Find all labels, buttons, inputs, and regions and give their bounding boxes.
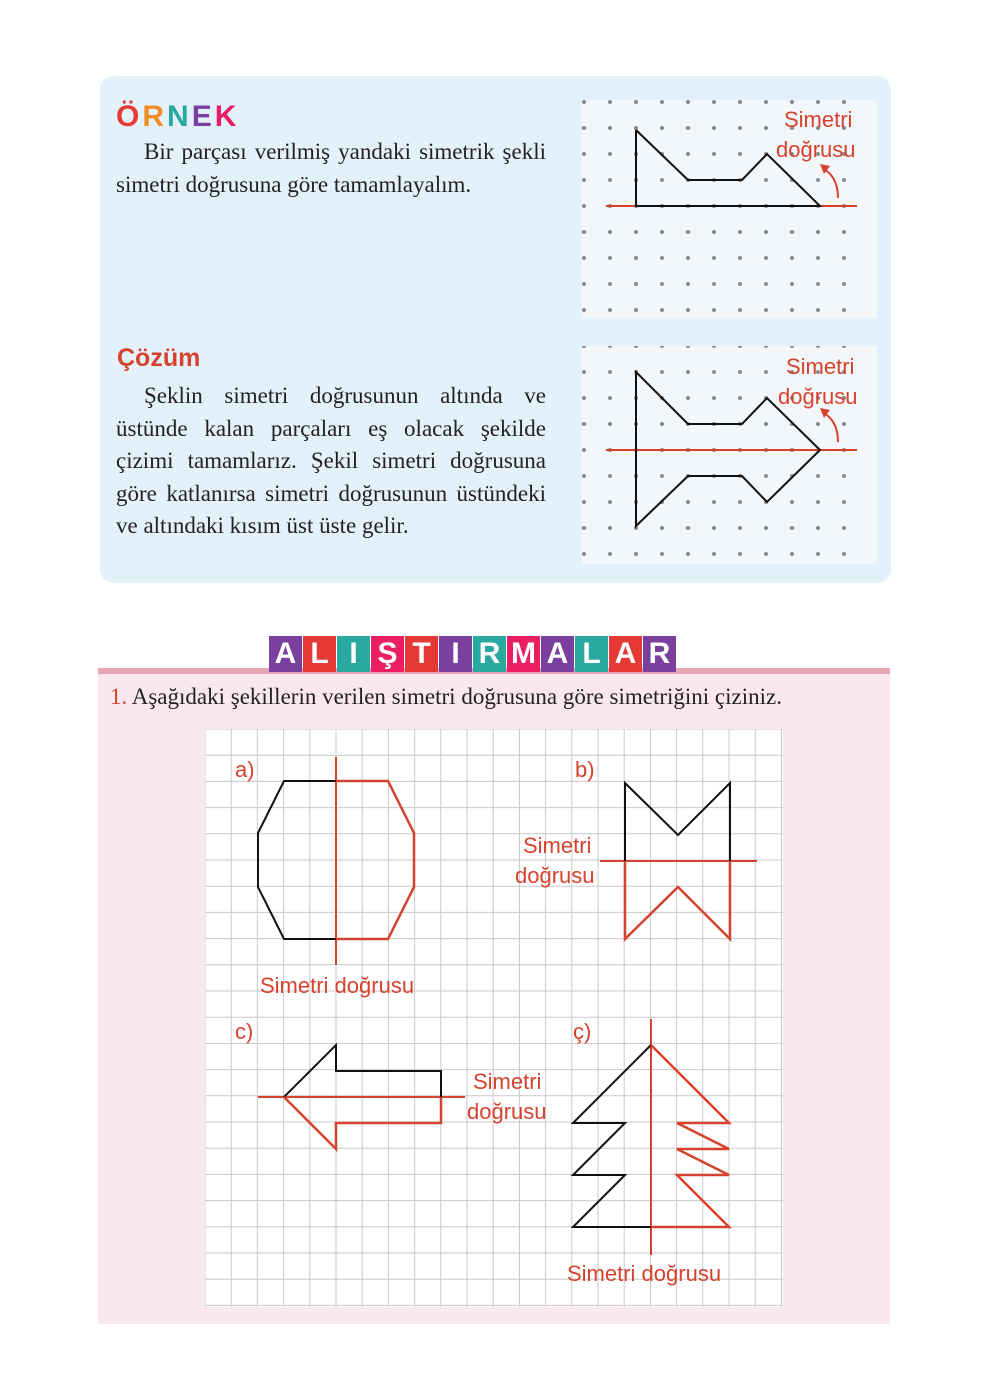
grid-dot	[738, 500, 742, 504]
part-label: a)	[235, 757, 255, 782]
grid-dot	[712, 396, 716, 400]
exercises-title	[269, 636, 676, 674]
grid-dot	[712, 526, 716, 530]
grid-dot	[842, 178, 846, 182]
grid-dot	[660, 474, 664, 478]
grid-dot	[608, 422, 612, 426]
title-letter: I	[337, 636, 370, 672]
grid-dot	[686, 126, 690, 130]
grid-dot	[764, 474, 768, 478]
part-label: b)	[575, 757, 595, 782]
grid-dot	[790, 256, 794, 260]
part-label: ç)	[573, 1019, 592, 1044]
question-number: 1.	[110, 684, 128, 709]
solution-text: Şeklin simetri doğrusunun altında ve üstünde kalan parçaları eş olacak şekilde çizimi tamamlarız. Şekil simetri doğrusuna göre katlanırsa simetri doğrusunun üstündeki ve altındaki kısım üst üste gelir.	[116, 383, 546, 538]
grid-dot	[608, 282, 612, 286]
grid-dot	[660, 282, 664, 286]
grid-dot	[816, 178, 820, 182]
grid-dot	[764, 422, 768, 426]
grid-dot	[712, 552, 716, 556]
grid-dot	[712, 308, 716, 312]
grid-dot	[686, 100, 690, 104]
question-1	[110, 684, 782, 710]
grid-dot	[842, 526, 846, 530]
grid-dot	[634, 282, 638, 286]
grid-dot	[816, 346, 820, 348]
grid-dot	[582, 346, 586, 348]
grid-dot	[660, 178, 664, 182]
grid-dot	[686, 370, 690, 374]
line-label: doğrusu	[778, 384, 858, 409]
grid-dot	[686, 152, 690, 156]
grid-dot	[816, 526, 820, 530]
grid-dot	[660, 370, 664, 374]
grid-dot	[764, 100, 768, 104]
grid-dot	[608, 126, 612, 130]
grid-dot	[712, 370, 716, 374]
grid-dot	[712, 152, 716, 156]
grid-dot	[608, 308, 612, 312]
grid-dot	[764, 526, 768, 530]
grid-dot	[816, 500, 820, 504]
grid-dot	[582, 204, 586, 208]
grid-dot	[608, 552, 612, 556]
grid-dot	[790, 346, 794, 348]
grid-dot	[582, 474, 586, 478]
grid-dot	[608, 526, 612, 530]
grid-dot	[738, 100, 742, 104]
grid-dot	[738, 396, 742, 400]
grid-dot	[842, 282, 846, 286]
grid-dot	[660, 346, 664, 348]
grid-dot	[634, 552, 638, 556]
grid-dot	[608, 474, 612, 478]
grid-dot	[790, 526, 794, 530]
line-label: Simetri	[473, 1069, 542, 1094]
grid-dot	[842, 308, 846, 312]
grid-dot	[842, 500, 846, 504]
grid-dot	[764, 126, 768, 130]
grid-dot	[582, 282, 586, 286]
grid-dot	[842, 474, 846, 478]
question-text: Aşağıdaki şekillerin verilen simetri doğrusuna göre simetriğini çiziniz.	[131, 684, 782, 709]
grid-dot	[738, 282, 742, 286]
grid-dot	[816, 100, 820, 104]
grid-dot	[582, 126, 586, 130]
grid-dot	[660, 422, 664, 426]
line-label: Simetri doğrusu	[567, 1261, 722, 1286]
heading-letter: R	[142, 100, 168, 133]
grid-dot	[738, 256, 742, 260]
grid-dot	[660, 552, 664, 556]
grid-dot	[582, 178, 586, 182]
solution-figure	[582, 346, 877, 564]
grid-dot	[634, 126, 638, 130]
title-letter: I	[439, 636, 472, 672]
grid-dot	[816, 474, 820, 478]
grid-dot	[816, 308, 820, 312]
grid-dot	[608, 230, 612, 234]
grid-dot	[582, 100, 586, 104]
grid-dot	[738, 370, 742, 374]
grid-dot	[582, 396, 586, 400]
heading-letter: K	[214, 100, 240, 133]
grid-dot	[686, 230, 690, 234]
grid-dot	[686, 282, 690, 286]
grid-dot	[738, 552, 742, 556]
grid-dot	[608, 256, 612, 260]
grid-dot	[660, 256, 664, 260]
exercise-grid	[205, 729, 783, 1307]
grid-dot	[816, 282, 820, 286]
grid-dot	[608, 152, 612, 156]
grid-dot	[686, 396, 690, 400]
example-figure	[582, 100, 877, 318]
grid-dot	[790, 500, 794, 504]
grid-dot	[712, 126, 716, 130]
grid-dot	[608, 100, 612, 104]
grid-dot	[582, 422, 586, 426]
line-label: Simetri	[523, 833, 592, 858]
grid-dot	[582, 230, 586, 234]
grid-dot	[660, 526, 664, 530]
grid-dot	[582, 500, 586, 504]
grid-dot	[712, 230, 716, 234]
grid-dot	[712, 100, 716, 104]
grid-dot	[842, 230, 846, 234]
grid-dot	[764, 308, 768, 312]
grid-dot	[790, 308, 794, 312]
grid-dot	[634, 346, 638, 348]
heading-letter: E	[191, 100, 215, 133]
title-letter: R	[643, 636, 676, 672]
grid-dot	[790, 230, 794, 234]
grid-dot	[582, 526, 586, 530]
grid-dot	[790, 552, 794, 556]
grid-dot	[842, 552, 846, 556]
grid-dot	[660, 126, 664, 130]
grid-dot	[842, 100, 846, 104]
line-label: doğrusu	[467, 1099, 547, 1124]
grid-dot	[660, 308, 664, 312]
grid-dot	[582, 448, 586, 452]
title-letter: A	[269, 636, 302, 672]
grid-dot	[738, 346, 742, 348]
grid-dot	[738, 126, 742, 130]
grid-dot	[582, 256, 586, 260]
grid-dot	[764, 230, 768, 234]
grid-dot	[738, 526, 742, 530]
grid-dot	[582, 552, 586, 556]
line-label: Simetri	[786, 354, 855, 379]
grid-dot	[582, 370, 586, 374]
grid-dot	[634, 100, 638, 104]
grid-dot	[582, 152, 586, 156]
grid-dot	[764, 346, 768, 348]
grid-dot	[790, 100, 794, 104]
grid-dot	[816, 230, 820, 234]
grid-dot	[686, 552, 690, 556]
grid-dot	[764, 552, 768, 556]
grid-dot	[764, 256, 768, 260]
title-letter: Ş	[371, 636, 404, 672]
grid-dot	[712, 256, 716, 260]
grid-dot	[608, 370, 612, 374]
grid-dot	[816, 422, 820, 426]
line-label: Simetri doğrusu	[260, 973, 415, 998]
grid-dot	[764, 370, 768, 374]
title-letter: A	[609, 636, 642, 672]
solution-heading: Çözüm	[117, 344, 201, 372]
grid-dot	[660, 230, 664, 234]
heading-letter: Ö	[116, 100, 143, 133]
grid-dot	[582, 308, 586, 312]
title-letter: A	[541, 636, 574, 672]
grid-dot	[686, 308, 690, 312]
grid-dot	[634, 308, 638, 312]
grid-dot	[686, 526, 690, 530]
grid-dot	[842, 256, 846, 260]
grid-dot	[816, 256, 820, 260]
example-dot-grid	[582, 100, 877, 318]
line-label: doğrusu	[776, 137, 856, 162]
grid-dot	[790, 282, 794, 286]
grid-dot	[842, 346, 846, 348]
grid-dot	[660, 100, 664, 104]
solution-dot-grid	[582, 346, 877, 564]
example-heading	[116, 100, 239, 134]
grid-dot	[712, 346, 716, 348]
grid-dot	[634, 256, 638, 260]
grid-dot	[712, 500, 716, 504]
grid-dot	[842, 422, 846, 426]
grid-dot	[608, 396, 612, 400]
grid-dot	[764, 282, 768, 286]
grid-dot	[738, 152, 742, 156]
grid-dot	[608, 346, 612, 348]
title-letter: L	[575, 636, 608, 672]
grid-dot	[634, 230, 638, 234]
grid-dot	[686, 500, 690, 504]
grid-dot	[738, 308, 742, 312]
line-label: Simetri	[784, 107, 853, 132]
grid-dot	[608, 500, 612, 504]
title-letter: M	[507, 636, 540, 672]
part-label: c)	[235, 1019, 254, 1044]
grid-dot	[738, 230, 742, 234]
title-letter: L	[303, 636, 336, 672]
title-letter: T	[405, 636, 438, 672]
title-letter: R	[473, 636, 506, 672]
grid-dot	[764, 178, 768, 182]
grid-dot	[608, 178, 612, 182]
line-label: doğrusu	[515, 863, 595, 888]
grid-dot	[816, 552, 820, 556]
example-text: Bir parçası verilmiş yandaki simetrik şekli simetri doğrusuna göre tamamlayalım.	[116, 139, 546, 197]
grid-dot	[686, 346, 690, 348]
heading-letter: N	[167, 100, 192, 133]
grid-dot	[686, 256, 690, 260]
grid-dot	[712, 282, 716, 286]
